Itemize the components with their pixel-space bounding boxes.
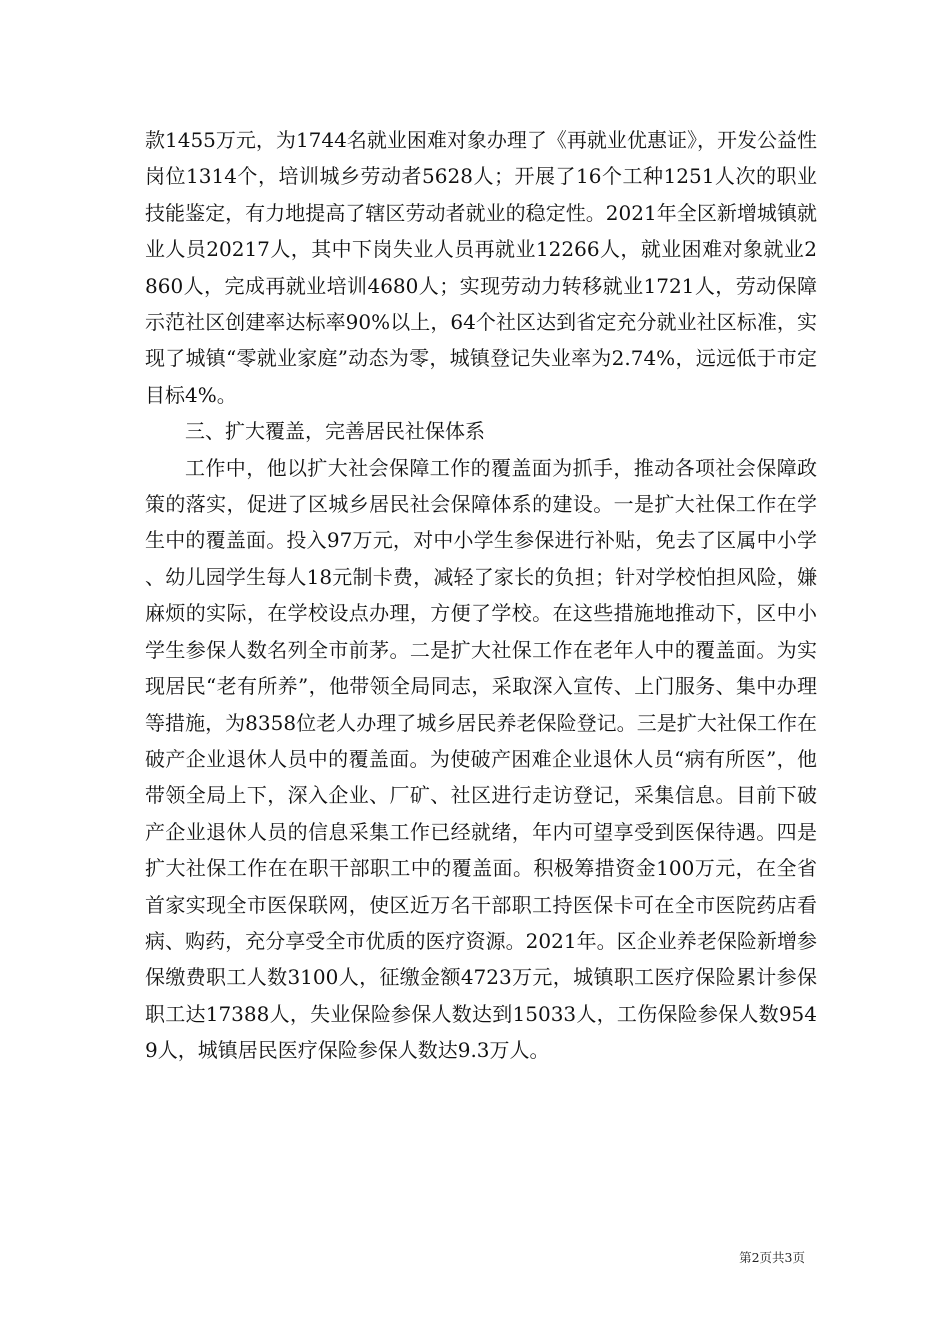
document-body (145, 122, 817, 1069)
paragraph-employment-stats: 款1455万元，为1744名就业困难对象办理了《再就业优惠证》，开发公益性岗位1314个，培训城乡劳动者5628人；开展了16个工种1251人次的职业技能鉴定，有力地提高了辖区劳动者就业的稳定性。2021年全区新增城镇就业人员20217人，其中下岗失业人员再就业12266人，就业困难对象就业2860人，完成再就业培训4680人；实现劳动力转移就业1721人，劳动保障示范社区创建率达标率90%以上，64个社区达到省定充分就业社区标准，实现了城镇“零就业家庭”动态为零，城镇登记失业率为2.74%，远远低于市定目标4%。 (145, 128, 817, 407)
section-heading-social-security: 三、扩大覆盖，完善居民社保体系 (185, 419, 485, 444)
page-number: 第2页共3页 (739, 1250, 805, 1265)
paragraph-social-security-coverage: 工作中，他以扩大社会保障工作的覆盖面为抓手，推动各项社会保障政策的落实，促进了区城乡居民社会保障体系的建设。一是扩大社保工作在学生中的覆盖面。投入97万元，对中小学生参保进行补贴，免去了区属中小学、幼儿园学生每人18元制卡费，减轻了家长的负担；针对学校怕担风险，嫌麻烦的实际，在学校设点办理，方便了学校。在这些措施地推动下，区中小学生参保人数名列全市前茅。二是扩大社保工作在老年人中的覆盖面。为实现居民“老有所养”，他带领全局同志，采取深入宣传、上门服务、集中办理等措施，为8358位老人办理了城乡居民养老保险登记。三是扩大社保工作在破产企业退休人员中的覆盖面。为使破产困难企业退休人员“病有所医”，他带领全局上下，深入企业、厂矿、社区进行走访登记，采集信息。目前下破产企业退休人员的信息采集工作已经就绪，年内可望享受到医保待遇。四是扩大社保工作在在职干部职工中的覆盖面。积极筹措资金100万元，在全省首家实现全市医保联网，使区近万名干部职工持医保卡可在全市医院药店看病、购药，充分享受全市优质的医疗资源。2021年。区企业养老保险新增参保缴费职工人数3100人，征缴金额4723万元，城镇职工医疗保险累计参保职工达17388人，失业保险参保人数达到15033人，工伤保险参保人数9549人，城镇居民医疗保险参保人数达9.3万人。 (145, 455, 817, 1063)
